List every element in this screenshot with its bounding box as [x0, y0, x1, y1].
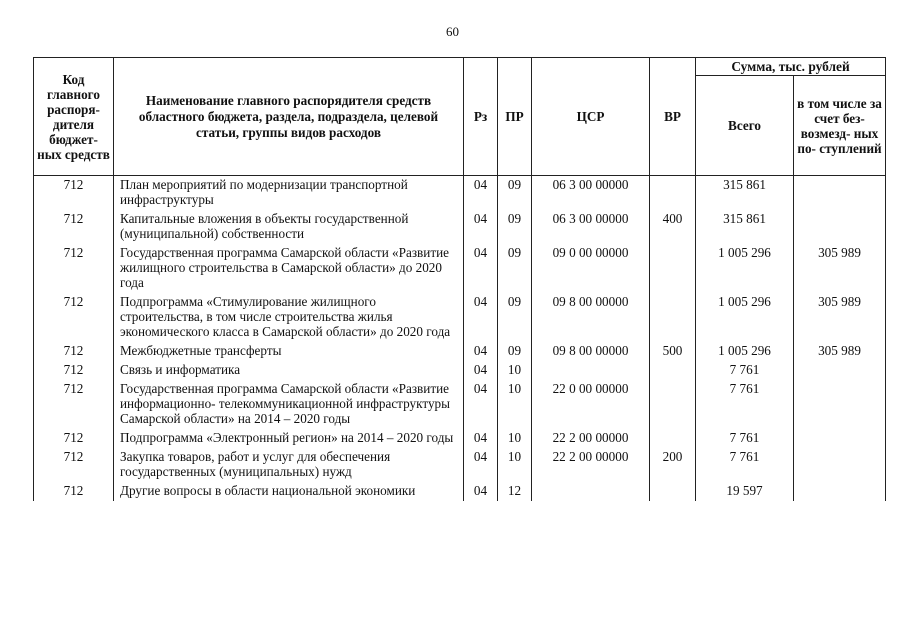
row-pr: 09: [498, 176, 532, 211]
row-name: Подпрограмма «Электронный регион» на 2014 – 2020 годы: [114, 429, 464, 448]
row-pr: 10: [498, 448, 532, 482]
row-incl: 305 989: [794, 342, 886, 361]
row-total: 315 861: [696, 176, 794, 211]
page-number: 60: [446, 24, 459, 39]
budget-table: [33, 57, 886, 501]
row-rz: 04: [464, 380, 498, 429]
row-code: 712: [34, 482, 114, 501]
row-name: План мероприятий по модернизации транспортной инфраструктуры: [114, 176, 464, 211]
row-total: 315 861: [696, 210, 794, 244]
row-incl: [794, 482, 886, 501]
table-row: [34, 429, 886, 448]
row-code: 712: [34, 429, 114, 448]
header-pr: ПР: [498, 58, 532, 176]
header-name: Наименование главного распорядителя средств областного бюджета, раздела, подраздела, целевой статьи, группы видов расходов: [114, 58, 464, 176]
row-name: Другие вопросы в области национальной экономики: [114, 482, 464, 501]
row-name: Государственная программа Самарской области «Развитие жилищного строительства в Самарской области» до 2020 года: [114, 244, 464, 293]
row-csr: 22 2 00 00000: [532, 448, 650, 482]
row-rz: 04: [464, 482, 498, 501]
row-incl: [794, 380, 886, 429]
row-csr: 22 0 00 00000: [532, 380, 650, 429]
row-total: 7 761: [696, 380, 794, 429]
row-csr: 06 3 00 00000: [532, 210, 650, 244]
row-rz: 04: [464, 342, 498, 361]
row-pr: 10: [498, 361, 532, 380]
table-row: [34, 176, 886, 211]
row-vr: 200: [650, 448, 696, 482]
row-rz: 04: [464, 210, 498, 244]
row-pr: 09: [498, 244, 532, 293]
row-name: Закупка товаров, работ и услуг для обеспечения государственных (муниципальных) нужд: [114, 448, 464, 482]
row-name: Связь и информатика: [114, 361, 464, 380]
table-row: [34, 244, 886, 293]
row-vr: 400: [650, 210, 696, 244]
row-total: 1 005 296: [696, 293, 794, 342]
row-vr: [650, 176, 696, 211]
row-name: Межбюджетные трансферты: [114, 342, 464, 361]
row-code: 712: [34, 448, 114, 482]
row-code: 712: [34, 342, 114, 361]
table-body: [34, 176, 886, 502]
row-incl: 305 989: [794, 293, 886, 342]
row-vr: [650, 244, 696, 293]
row-total: 7 761: [696, 361, 794, 380]
row-csr: 09 8 00 00000: [532, 342, 650, 361]
row-csr: 09 0 00 00000: [532, 244, 650, 293]
header-total: Всего: [696, 76, 794, 176]
row-name: Государственная программа Самарской области «Развитие информационно- телекоммуникационной инфраструктуры Самарской области» на 2014 – 2020 годы: [114, 380, 464, 429]
row-incl: [794, 361, 886, 380]
header-incl: в том числе за счет без- возмезд- ных по- ступлений: [794, 76, 886, 176]
row-incl: [794, 176, 886, 211]
row-rz: 04: [464, 244, 498, 293]
row-csr: [532, 361, 650, 380]
table-row: [34, 482, 886, 501]
row-code: 712: [34, 361, 114, 380]
row-total: 19 597: [696, 482, 794, 501]
row-total: 1 005 296: [696, 342, 794, 361]
row-pr: 12: [498, 482, 532, 501]
table-row: [34, 380, 886, 429]
header-sum: Сумма, тыс. рублей: [696, 58, 886, 76]
row-csr: [532, 482, 650, 501]
row-name: Подпрограмма «Стимулирование жилищного строительства, в том числе строительства жилья экономического класса в Самарской области» до 2020 года: [114, 293, 464, 342]
table-row: [34, 342, 886, 361]
row-rz: 04: [464, 361, 498, 380]
row-code: 712: [34, 176, 114, 211]
row-pr: 10: [498, 429, 532, 448]
row-vr: [650, 429, 696, 448]
table-row: [34, 210, 886, 244]
row-total: 7 761: [696, 448, 794, 482]
header-rz: Рз: [464, 58, 498, 176]
row-rz: 04: [464, 293, 498, 342]
row-incl: [794, 210, 886, 244]
row-vr: 500: [650, 342, 696, 361]
row-code: 712: [34, 380, 114, 429]
row-vr: [650, 482, 696, 501]
row-name: Капитальные вложения в объекты государственной (муниципальной) собственности: [114, 210, 464, 244]
table-row: [34, 448, 886, 482]
header-code: Код главного распоря- дителя бюджет- ных средств: [34, 58, 114, 176]
row-code: 712: [34, 210, 114, 244]
row-csr: 06 3 00 00000: [532, 176, 650, 211]
row-csr: 09 8 00 00000: [532, 293, 650, 342]
row-rz: 04: [464, 176, 498, 211]
row-rz: 04: [464, 429, 498, 448]
row-rz: 04: [464, 448, 498, 482]
row-pr: 09: [498, 342, 532, 361]
row-pr: 10: [498, 380, 532, 429]
row-incl: [794, 448, 886, 482]
row-vr: [650, 380, 696, 429]
header-csr: ЦСР: [532, 58, 650, 176]
row-vr: [650, 293, 696, 342]
header-vr: ВР: [650, 58, 696, 176]
row-total: 7 761: [696, 429, 794, 448]
row-vr: [650, 361, 696, 380]
row-pr: 09: [498, 210, 532, 244]
table-row: [34, 361, 886, 380]
row-code: 712: [34, 293, 114, 342]
row-code: 712: [34, 244, 114, 293]
table-row: [34, 293, 886, 342]
row-pr: 09: [498, 293, 532, 342]
row-total: 1 005 296: [696, 244, 794, 293]
row-incl: 305 989: [794, 244, 886, 293]
row-csr: 22 2 00 00000: [532, 429, 650, 448]
row-incl: [794, 429, 886, 448]
